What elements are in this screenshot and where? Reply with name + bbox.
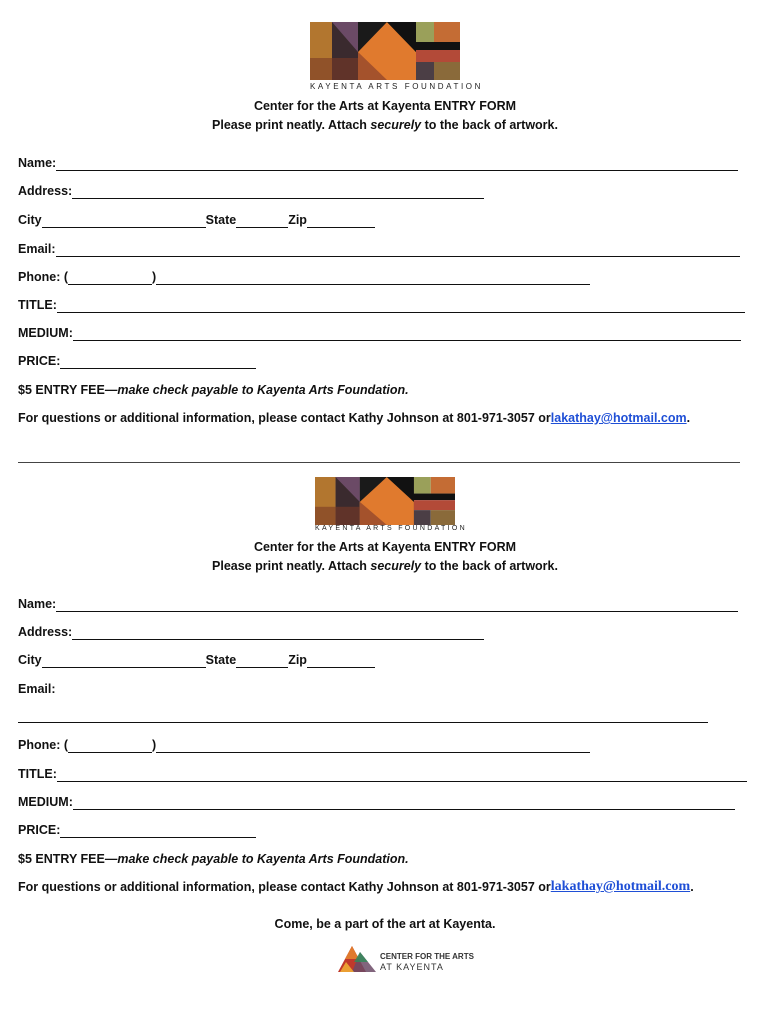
phone-label: Phone: (	[18, 738, 68, 752]
price-label: PRICE:	[18, 823, 61, 837]
kayenta-logo	[310, 22, 484, 92]
zip-line[interactable]	[307, 655, 375, 668]
phone-close-paren: )	[152, 738, 157, 752]
fee-instruction: make check payable to Kayenta Arts Foundation.	[117, 383, 409, 397]
kayenta-logo-mark	[310, 22, 460, 80]
form-title: Center for the Arts at Kayenta ENTRY FORM	[253, 99, 517, 113]
form-instruction	[0, 557, 770, 576]
zip-label: Zip	[288, 213, 307, 227]
contact-email-link[interactable]: lakathay@hotmail.com	[550, 879, 691, 894]
phone-label: Phone: (	[18, 270, 68, 284]
title-field[interactable]	[18, 297, 745, 313]
logo-line-1: CENTER FOR THE ARTS	[380, 952, 474, 961]
email-label: Email:	[18, 242, 56, 256]
city-state-zip-field[interactable]	[18, 212, 375, 228]
logo-line-2: AT KAYENTA	[380, 962, 444, 972]
phone-close-paren: )	[152, 270, 157, 284]
name-line[interactable]	[56, 599, 738, 612]
name-line[interactable]	[56, 158, 738, 171]
instruction-text: Please print neatly. Attach	[212, 559, 371, 573]
address-line[interactable]	[72, 627, 484, 640]
form-title: Center for the Arts at Kayenta ENTRY FORM	[253, 540, 517, 554]
instruction-text-end: to the back of artwork.	[421, 559, 558, 573]
title-line[interactable]	[57, 769, 747, 782]
email-line-row[interactable]	[18, 710, 708, 723]
phone-number-line[interactable]	[156, 272, 590, 285]
contact-text: For questions or additional information, please contact Kathy Johnson at 801-971-3057 or	[18, 880, 551, 894]
title-field[interactable]	[18, 766, 747, 782]
email-field[interactable]	[18, 681, 56, 697]
instruction-emphasis: securely	[370, 559, 422, 573]
medium-field[interactable]	[18, 325, 741, 341]
fee-instruction: make check payable to Kayenta Arts Foundation.	[117, 852, 409, 866]
medium-field[interactable]	[18, 794, 735, 810]
center-arts-logo-text	[380, 952, 474, 972]
name-field[interactable]	[18, 155, 738, 171]
fee-text: $5 ENTRY FEE—	[18, 852, 118, 866]
instruction-emphasis: securely	[370, 118, 422, 132]
contact-note	[18, 410, 690, 426]
address-label: Address:	[18, 184, 73, 198]
contact-period: .	[686, 411, 691, 425]
title-line[interactable]	[57, 300, 745, 313]
contact-note	[18, 879, 694, 895]
address-line[interactable]	[72, 186, 484, 199]
price-field[interactable]	[18, 353, 256, 369]
email-label: Email:	[18, 682, 56, 696]
entry-fee-note	[18, 851, 409, 867]
address-field[interactable]	[18, 183, 484, 199]
center-arts-logo-mark	[338, 944, 378, 974]
city-line[interactable]	[42, 655, 206, 668]
phone-field[interactable]	[18, 737, 590, 753]
phone-area-line[interactable]	[68, 272, 152, 285]
city-line[interactable]	[42, 215, 206, 228]
title-label: TITLE:	[18, 298, 57, 312]
center-arts-logo	[338, 944, 474, 979]
kayenta-logo-mark	[315, 477, 455, 525]
medium-label: MEDIUM:	[18, 795, 73, 809]
city-label: City	[18, 213, 42, 227]
address-field[interactable]	[18, 624, 484, 640]
address-label: Address:	[18, 625, 73, 639]
price-label: PRICE:	[18, 354, 61, 368]
logo-caption: KAYENTA ARTS FOUNDATION	[310, 82, 484, 91]
entry-fee-note	[18, 382, 409, 398]
instruction-text-end: to the back of artwork.	[421, 118, 558, 132]
state-line[interactable]	[236, 655, 288, 668]
medium-line[interactable]	[73, 797, 735, 810]
contact-text: For questions or additional information, please contact Kathy Johnson at 801-971-3057 or	[18, 411, 551, 425]
title-label: TITLE:	[18, 767, 57, 781]
fee-text: $5 ENTRY FEE—	[18, 383, 118, 397]
medium-label: MEDIUM:	[18, 326, 73, 340]
email-line[interactable]	[56, 244, 740, 257]
email-line[interactable]	[18, 710, 708, 723]
medium-line[interactable]	[73, 328, 741, 341]
phone-field[interactable]	[18, 269, 590, 285]
city-label: City	[18, 653, 42, 667]
logo-caption: KAYENTA ARTS FOUNDATION	[315, 525, 467, 532]
zip-line[interactable]	[307, 215, 375, 228]
city-state-zip-field[interactable]	[18, 652, 375, 668]
state-label: State	[205, 213, 237, 227]
phone-area-line[interactable]	[68, 740, 152, 753]
closing-tagline: Come, be a part of the art at Kayenta.	[274, 917, 496, 931]
price-line[interactable]	[60, 825, 256, 838]
state-label: State	[205, 653, 237, 667]
name-field[interactable]	[18, 596, 738, 612]
form-instruction	[0, 116, 770, 135]
name-label: Name:	[18, 156, 57, 170]
phone-number-line[interactable]	[156, 740, 590, 753]
instruction-text: Please print neatly. Attach	[212, 118, 371, 132]
price-field[interactable]	[18, 822, 256, 838]
email-field[interactable]	[18, 241, 740, 257]
state-line[interactable]	[236, 215, 288, 228]
form-divider	[18, 462, 740, 463]
zip-label: Zip	[288, 653, 307, 667]
name-label: Name:	[18, 597, 57, 611]
price-line[interactable]	[60, 356, 256, 369]
kayenta-logo	[315, 477, 467, 535]
contact-period: .	[690, 880, 694, 894]
contact-email-link[interactable]: lakathay@hotmail.com	[550, 411, 687, 425]
